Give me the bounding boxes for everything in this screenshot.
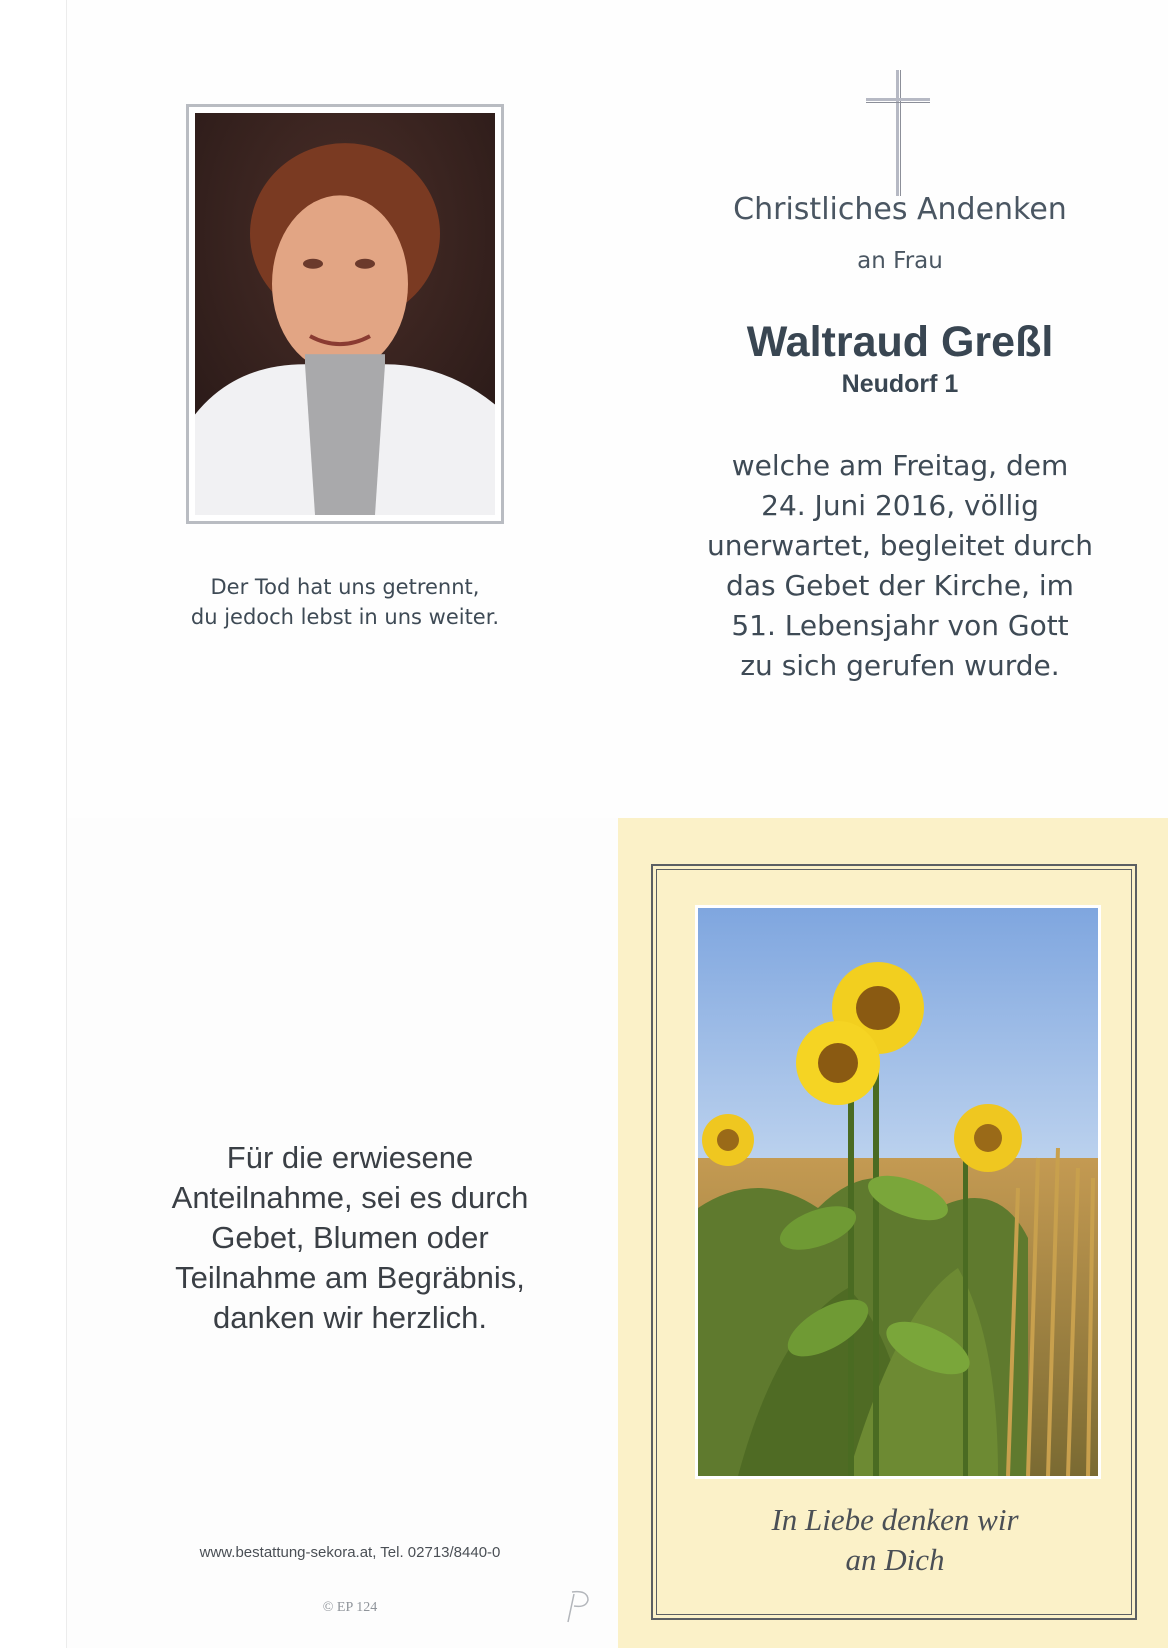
- closing-text: [700, 1500, 1090, 1580]
- cross-icon: [866, 70, 930, 200]
- thanks-line: Teilnahme am Begräbnis,: [175, 1260, 525, 1295]
- quote-line: du jedoch lebst in uns weiter.: [190, 605, 500, 629]
- publisher-logo-icon: [564, 1588, 594, 1624]
- closing-line: an Dich: [845, 1542, 945, 1577]
- memorial-heading: Christliches Andenken: [733, 192, 1067, 227]
- notice-line: welche am Freitag, dem: [731, 449, 1069, 482]
- funeral-home-contact: www.bestattung-sekora.at, Tel. 02713/8440-0: [199, 1544, 501, 1561]
- sunflower-photo: [695, 905, 1101, 1479]
- notice-line: 24. Juni 2016, völlig: [761, 489, 1039, 522]
- thanks-line: Gebet, Blumen oder: [211, 1220, 489, 1255]
- portrait-photo: [195, 113, 495, 515]
- product-code: © EP 124: [322, 1600, 378, 1615]
- deceased-name: Waltraud Greßl: [746, 318, 1054, 366]
- thanks-line: Anteilnahme, sei es durch: [171, 1180, 529, 1215]
- quote-line: Der Tod hat uns getrennt,: [210, 575, 480, 599]
- deceased-residence: Neudorf 1: [841, 370, 959, 398]
- thanks-text: [120, 1138, 580, 1338]
- portrait-frame: [186, 104, 504, 524]
- memorial-subheading: an Frau: [857, 248, 943, 274]
- notice-line: 51. Lebensjahr von Gott: [731, 609, 1069, 642]
- death-notice-text: [690, 446, 1110, 686]
- memorial-quote: [150, 572, 540, 632]
- notice-line: unerwartet, begleitet durch: [707, 529, 1093, 562]
- notice-line: zu sich gerufen wurde.: [740, 649, 1060, 682]
- thanks-line: Für die erwiesene: [226, 1140, 474, 1175]
- notice-line: das Gebet der Kirche, im: [726, 569, 1074, 602]
- closing-line: In Liebe denken wir: [771, 1502, 1019, 1537]
- thanks-line: danken wir herzlich.: [213, 1300, 487, 1335]
